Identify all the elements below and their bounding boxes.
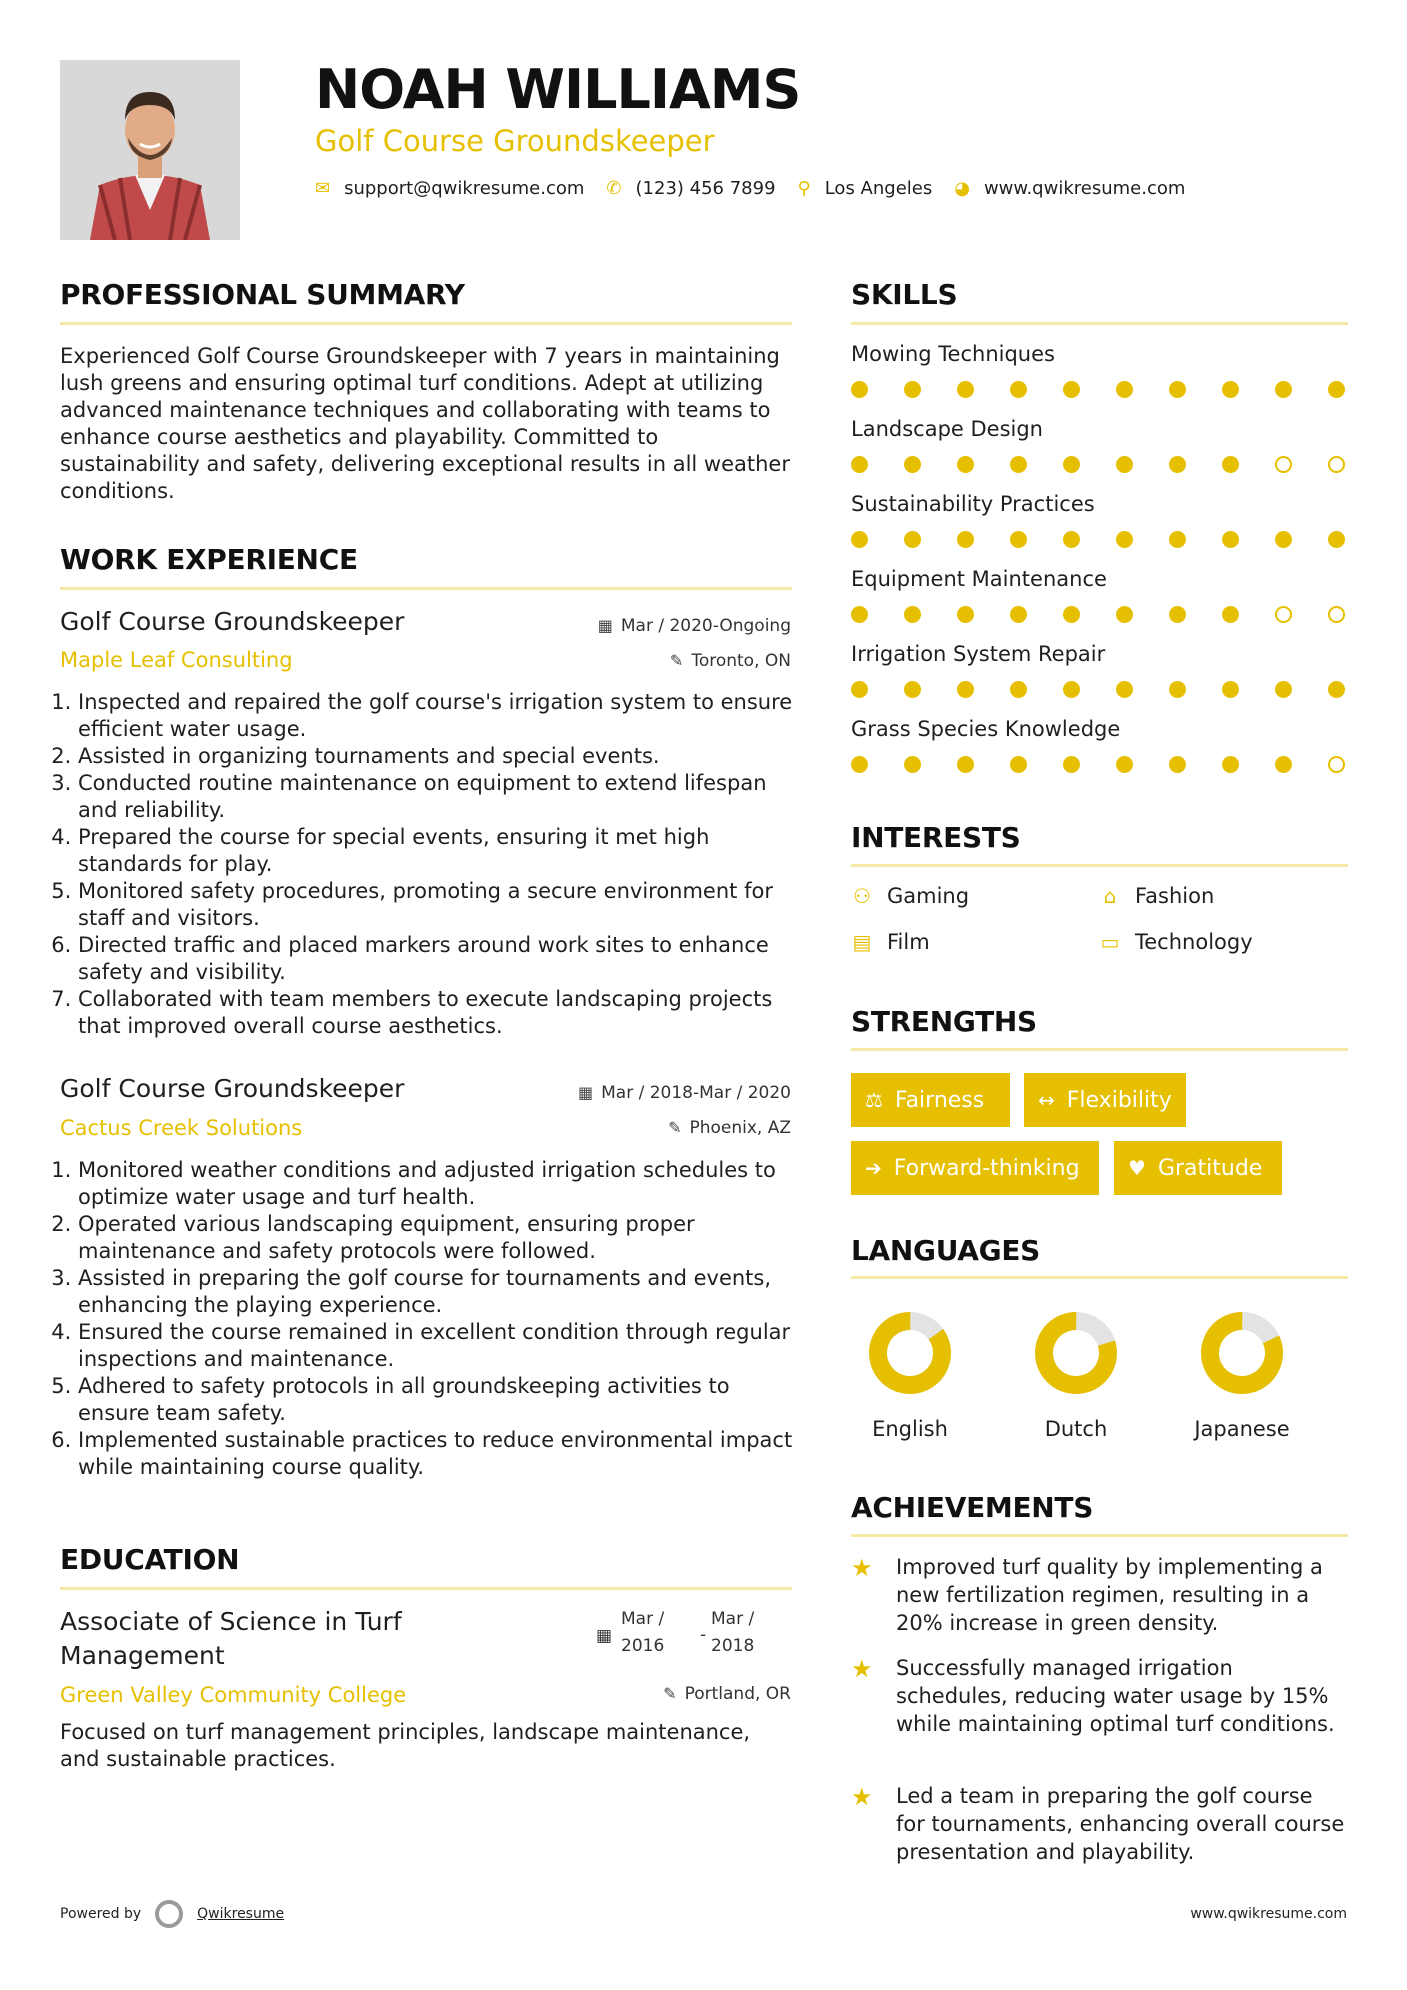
rating-dot-filled <box>1222 756 1239 773</box>
rating-dot-filled <box>904 456 921 473</box>
rating-dot-filled <box>1169 606 1186 623</box>
rating-dot-filled <box>1222 606 1239 623</box>
degree-line-1: Associate of Science in Turf <box>60 1607 402 1636</box>
location-pin-icon: ⚲ <box>797 178 811 199</box>
achievement-item: Successfully managed irrigation schedules, reducing water usage by 15% while maintaining optimal turf conditions. <box>896 1656 1335 1736</box>
calendar-icon: ▦ <box>597 616 613 635</box>
summary-text: Experienced Golf Course Groundskeeper with 7 years in maintaining lush greens and ensuring optimal turf conditions. Adept at utilizing advanced maintenance techniques and collaborating with teams to enhance course aesthetics and playability. Committed to sustainability and safety, delivering exceptional results in all weather conditions. <box>60 344 790 503</box>
languages-divider <box>851 1276 1348 1279</box>
rating-dot-filled <box>851 381 868 398</box>
interest-item-fashion <box>1099 884 1214 908</box>
strength-label: Gratitude <box>1157 1155 1263 1181</box>
language-ring-fill <box>865 1308 954 1397</box>
globe-icon: ◕ <box>954 178 970 199</box>
summary-divider <box>60 322 792 325</box>
rating-dot-filled <box>904 531 921 548</box>
edu-end-month: Mar / <box>711 1609 755 1629</box>
calendar-icon: ▦ <box>577 1083 594 1102</box>
rating-dot-filled <box>851 756 868 773</box>
contact-row <box>315 178 1207 199</box>
rating-dot-filled <box>1063 681 1080 698</box>
edu-location <box>663 1684 791 1704</box>
pushpin-icon: ✎ <box>668 1118 682 1137</box>
job-dates-text: Mar / 2018-Mar / 2020 <box>601 1083 791 1103</box>
job-location-text: Phoenix, AZ <box>689 1118 791 1138</box>
skill-rating <box>851 380 1348 400</box>
strength-label: Fairness <box>894 1087 985 1113</box>
rating-dot-filled <box>1275 381 1292 398</box>
job-location-text: Toronto, ON <box>691 651 791 671</box>
achievements-divider <box>851 1534 1348 1537</box>
rating-dot-filled <box>957 456 974 473</box>
rating-dot-filled <box>851 456 868 473</box>
rating-dot-filled <box>1116 606 1133 623</box>
interest-item-technology <box>1099 930 1253 954</box>
achievement-item: Improved turf quality by implementing a new fertilization regimen, resulting in a 20% increase in green density. <box>896 1555 1323 1635</box>
education-heading: EDUCATION <box>60 1543 240 1576</box>
heart-icon: ♥ <box>1128 1156 1146 1180</box>
rating-dot-filled <box>957 381 974 398</box>
rating-dot-filled <box>904 606 921 623</box>
rating-dot-filled <box>904 681 921 698</box>
job-company: Cactus Creek Solutions <box>60 1116 303 1140</box>
pushpin-icon: ✎ <box>663 1684 677 1703</box>
laptop-icon: ▭ <box>1100 930 1120 954</box>
achievements-heading: ACHIEVEMENTS <box>851 1491 1094 1524</box>
rating-dot-filled <box>1169 456 1186 473</box>
language-label: Dutch <box>1044 1417 1108 1441</box>
pushpin-icon: ✎ <box>669 651 684 670</box>
rating-dot-filled <box>957 531 974 548</box>
list-item: 4. Ensured the course remained in excellent condition through regular inspections and maintenance. <box>78 1319 800 1373</box>
list-item: 1. Inspected and repaired the golf course's irrigation system to ensure efficient water usage. <box>78 689 800 743</box>
arrow-right-icon: ➔ <box>865 1156 882 1180</box>
rating-dot-filled <box>1116 456 1133 473</box>
strength-badge-gratitude <box>1114 1141 1282 1195</box>
rating-dot-filled <box>1010 531 1027 548</box>
interest-label: Technology <box>1135 930 1253 954</box>
job-location <box>670 651 791 671</box>
edu-location-text: Portland, OR <box>684 1684 791 1704</box>
rating-dot-filled <box>1063 531 1080 548</box>
job-company: Maple Leaf Consulting <box>60 648 293 672</box>
star-icon: ★ <box>851 1655 873 1683</box>
skill-label: Mowing Techniques <box>851 342 1055 366</box>
star-icon: ★ <box>851 1783 873 1811</box>
language-label: Japanese <box>1194 1417 1290 1441</box>
rating-dot-filled <box>957 756 974 773</box>
job-dates <box>598 616 791 636</box>
phone-icon: ✆ <box>606 178 622 199</box>
rating-dot-filled <box>1063 756 1080 773</box>
rating-dot-filled <box>1328 681 1345 698</box>
education-description: Focused on turf management principles, landscape maintenance, and sustainable practices. <box>60 1720 751 1771</box>
gamepad-icon: ⚇ <box>853 884 871 908</box>
list-item: 7. Collaborated with team members to execute landscaping projects that improved overall course aesthetics. <box>78 986 800 1040</box>
strength-badge-flexibility <box>1024 1073 1186 1127</box>
rating-dot-filled <box>1222 531 1239 548</box>
rating-dot-filled <box>1116 756 1133 773</box>
interests-divider <box>851 864 1348 867</box>
strength-badge-fairness <box>851 1073 1010 1127</box>
rating-dot-filled <box>1063 456 1080 473</box>
rating-dot-filled <box>1328 381 1345 398</box>
school-name: Green Valley Community College <box>60 1683 407 1707</box>
email-icon: ✉ <box>315 178 331 199</box>
arrows-horizontal-icon: ↔ <box>1038 1088 1055 1112</box>
rating-dot-filled <box>904 756 921 773</box>
list-item: 4. Prepared the course for special events, ensuring it met high standards for play. <box>78 824 800 878</box>
rating-dot-filled <box>1010 456 1027 473</box>
rating-dot-filled <box>904 381 921 398</box>
skill-rating <box>851 680 1348 700</box>
achievement-item: Led a team in preparing the golf course for tournaments, enhancing overall course presentation and playability. <box>896 1784 1345 1864</box>
profile-photo <box>60 60 240 240</box>
balance-scale-icon: ⚖ <box>865 1088 883 1112</box>
job-location <box>668 1118 791 1138</box>
date-separator: - <box>700 1625 707 1645</box>
summary-heading: PROFESSIONAL SUMMARY <box>60 278 465 311</box>
job-duties-list <box>60 689 800 1040</box>
skills-heading: SKILLS <box>851 278 958 311</box>
rating-dot-filled <box>1169 756 1186 773</box>
candidate-name: NOAH WILLIAMS <box>315 58 801 121</box>
list-item: 5. Adhered to safety protocols in all groundskeeping activities to ensure team safety. <box>78 1373 800 1427</box>
rating-dot-filled <box>851 681 868 698</box>
edu-start-year: 2016 <box>621 1636 665 1656</box>
rating-dot-filled <box>1222 681 1239 698</box>
list-item: 2. Operated various landscaping equipment, ensuring proper maintenance and safety protocols were followed. <box>78 1211 800 1265</box>
list-item: 3. Assisted in preparing the golf course for tournaments and events, enhancing the playing experience. <box>78 1265 800 1319</box>
skill-rating <box>851 605 1348 625</box>
languages-chart <box>851 1300 1348 1410</box>
rating-dot-filled <box>1116 681 1133 698</box>
skill-label: Sustainability Practices <box>851 492 1095 516</box>
strength-label: Flexibility <box>1066 1087 1172 1113</box>
rating-dot-empty <box>1328 756 1345 773</box>
strengths-divider <box>851 1048 1348 1051</box>
experience-divider <box>60 587 792 590</box>
strength-label: Forward-thinking <box>893 1155 1080 1181</box>
rating-dot-filled <box>1275 531 1292 548</box>
portrait-image <box>60 60 240 240</box>
contact-website[interactable]: www.qwikresume.com <box>983 178 1186 199</box>
skill-label: Landscape Design <box>851 417 1043 441</box>
rating-dot-filled <box>1275 681 1292 698</box>
list-item: 6. Directed traffic and placed markers around work sites to enhance safety and visibility. <box>78 932 800 986</box>
skills-divider <box>851 322 1348 325</box>
rating-dot-filled <box>1169 381 1186 398</box>
language-label: English <box>872 1417 948 1441</box>
rating-dot-filled <box>1010 381 1027 398</box>
rating-dot-empty <box>1275 606 1292 623</box>
rating-dot-filled <box>851 531 868 548</box>
rating-dot-filled <box>1010 606 1027 623</box>
rating-dot-filled <box>1063 381 1080 398</box>
job-title: Golf Course Groundskeeper <box>60 1074 405 1103</box>
strengths-heading: STRENGTHS <box>851 1005 1037 1038</box>
rating-dot-filled <box>1116 531 1133 548</box>
list-item: 2. Assisted in organizing tournaments and special events. <box>78 743 800 770</box>
interest-label: Fashion <box>1135 884 1215 908</box>
list-item: 5. Monitored safety procedures, promoting a secure environment for staff and visitors. <box>78 878 800 932</box>
skill-rating <box>851 755 1348 775</box>
education-divider <box>60 1587 792 1590</box>
qwikresume-link[interactable]: Qwikresume <box>197 1906 285 1922</box>
job-dates <box>578 1083 791 1103</box>
rating-dot-filled <box>1222 456 1239 473</box>
job-duties-list <box>60 1157 800 1481</box>
skill-rating <box>851 455 1348 475</box>
footer-powered-by <box>60 1900 284 1928</box>
interest-label: Gaming <box>887 884 970 908</box>
rating-dot-filled <box>1010 681 1027 698</box>
list-item: 1. Monitored weather conditions and adjusted irrigation schedules to optimize water usage and turf health. <box>78 1157 800 1211</box>
qwikresume-logo-icon <box>155 1900 183 1928</box>
rating-dot-filled <box>1063 606 1080 623</box>
rating-dot-filled <box>1010 756 1027 773</box>
languages-heading: LANGUAGES <box>851 1234 1041 1267</box>
language-ring-fill <box>1199 1310 1284 1395</box>
edu-start-month: Mar / <box>621 1609 665 1629</box>
rating-dot-filled <box>1222 381 1239 398</box>
rating-dot-filled <box>1169 681 1186 698</box>
rating-dot-filled <box>957 681 974 698</box>
experience-heading: WORK EXPERIENCE <box>60 543 358 576</box>
bag-icon: ⌂ <box>1103 884 1117 908</box>
powered-by-label: Powered by <box>60 1906 142 1922</box>
candidate-title: Golf Course Groundskeeper <box>315 124 715 158</box>
list-item: 6. Implemented sustainable practices to reduce environmental impact while maintaining course quality. <box>78 1427 800 1481</box>
footer-website[interactable]: www.qwikresume.com <box>1190 1906 1347 1922</box>
strength-badge-forward-thinking <box>851 1141 1099 1195</box>
rating-dot-empty <box>1275 456 1292 473</box>
interest-label: Film <box>887 930 930 954</box>
rating-dot-filled <box>1328 531 1345 548</box>
rating-dot-filled <box>1116 381 1133 398</box>
rating-dot-filled <box>1169 531 1186 548</box>
job-title: Golf Course Groundskeeper <box>60 607 405 636</box>
contact-phone[interactable]: (123) 456 7899 <box>635 178 776 199</box>
rating-dot-filled <box>957 606 974 623</box>
skill-label: Grass Species Knowledge <box>851 717 1121 741</box>
skill-label: Irrigation System Repair <box>851 642 1106 666</box>
rating-dot-filled <box>851 606 868 623</box>
contact-location: Los Angeles <box>824 178 933 199</box>
contact-email[interactable]: support@qwikresume.com <box>344 178 585 199</box>
star-icon: ★ <box>851 1554 873 1582</box>
skill-label: Equipment Maintenance <box>851 567 1107 591</box>
skill-rating <box>851 530 1348 550</box>
rating-dot-empty <box>1328 456 1345 473</box>
interests-heading: INTERESTS <box>851 821 1021 854</box>
degree-line-2: Management <box>60 1641 225 1670</box>
edu-end-year: 2018 <box>711 1636 755 1656</box>
film-icon: ▤ <box>852 930 872 954</box>
interest-item-film <box>851 930 930 954</box>
list-item: 3. Conducted routine maintenance on equipment to extend lifespan and reliability. <box>78 770 800 824</box>
interest-item-gaming <box>851 884 969 908</box>
rating-dot-empty <box>1328 606 1345 623</box>
calendar-icon: ▦ <box>596 1626 613 1646</box>
job-dates-text: Mar / 2020-Ongoing <box>620 616 791 636</box>
rating-dot-filled <box>1275 756 1292 773</box>
